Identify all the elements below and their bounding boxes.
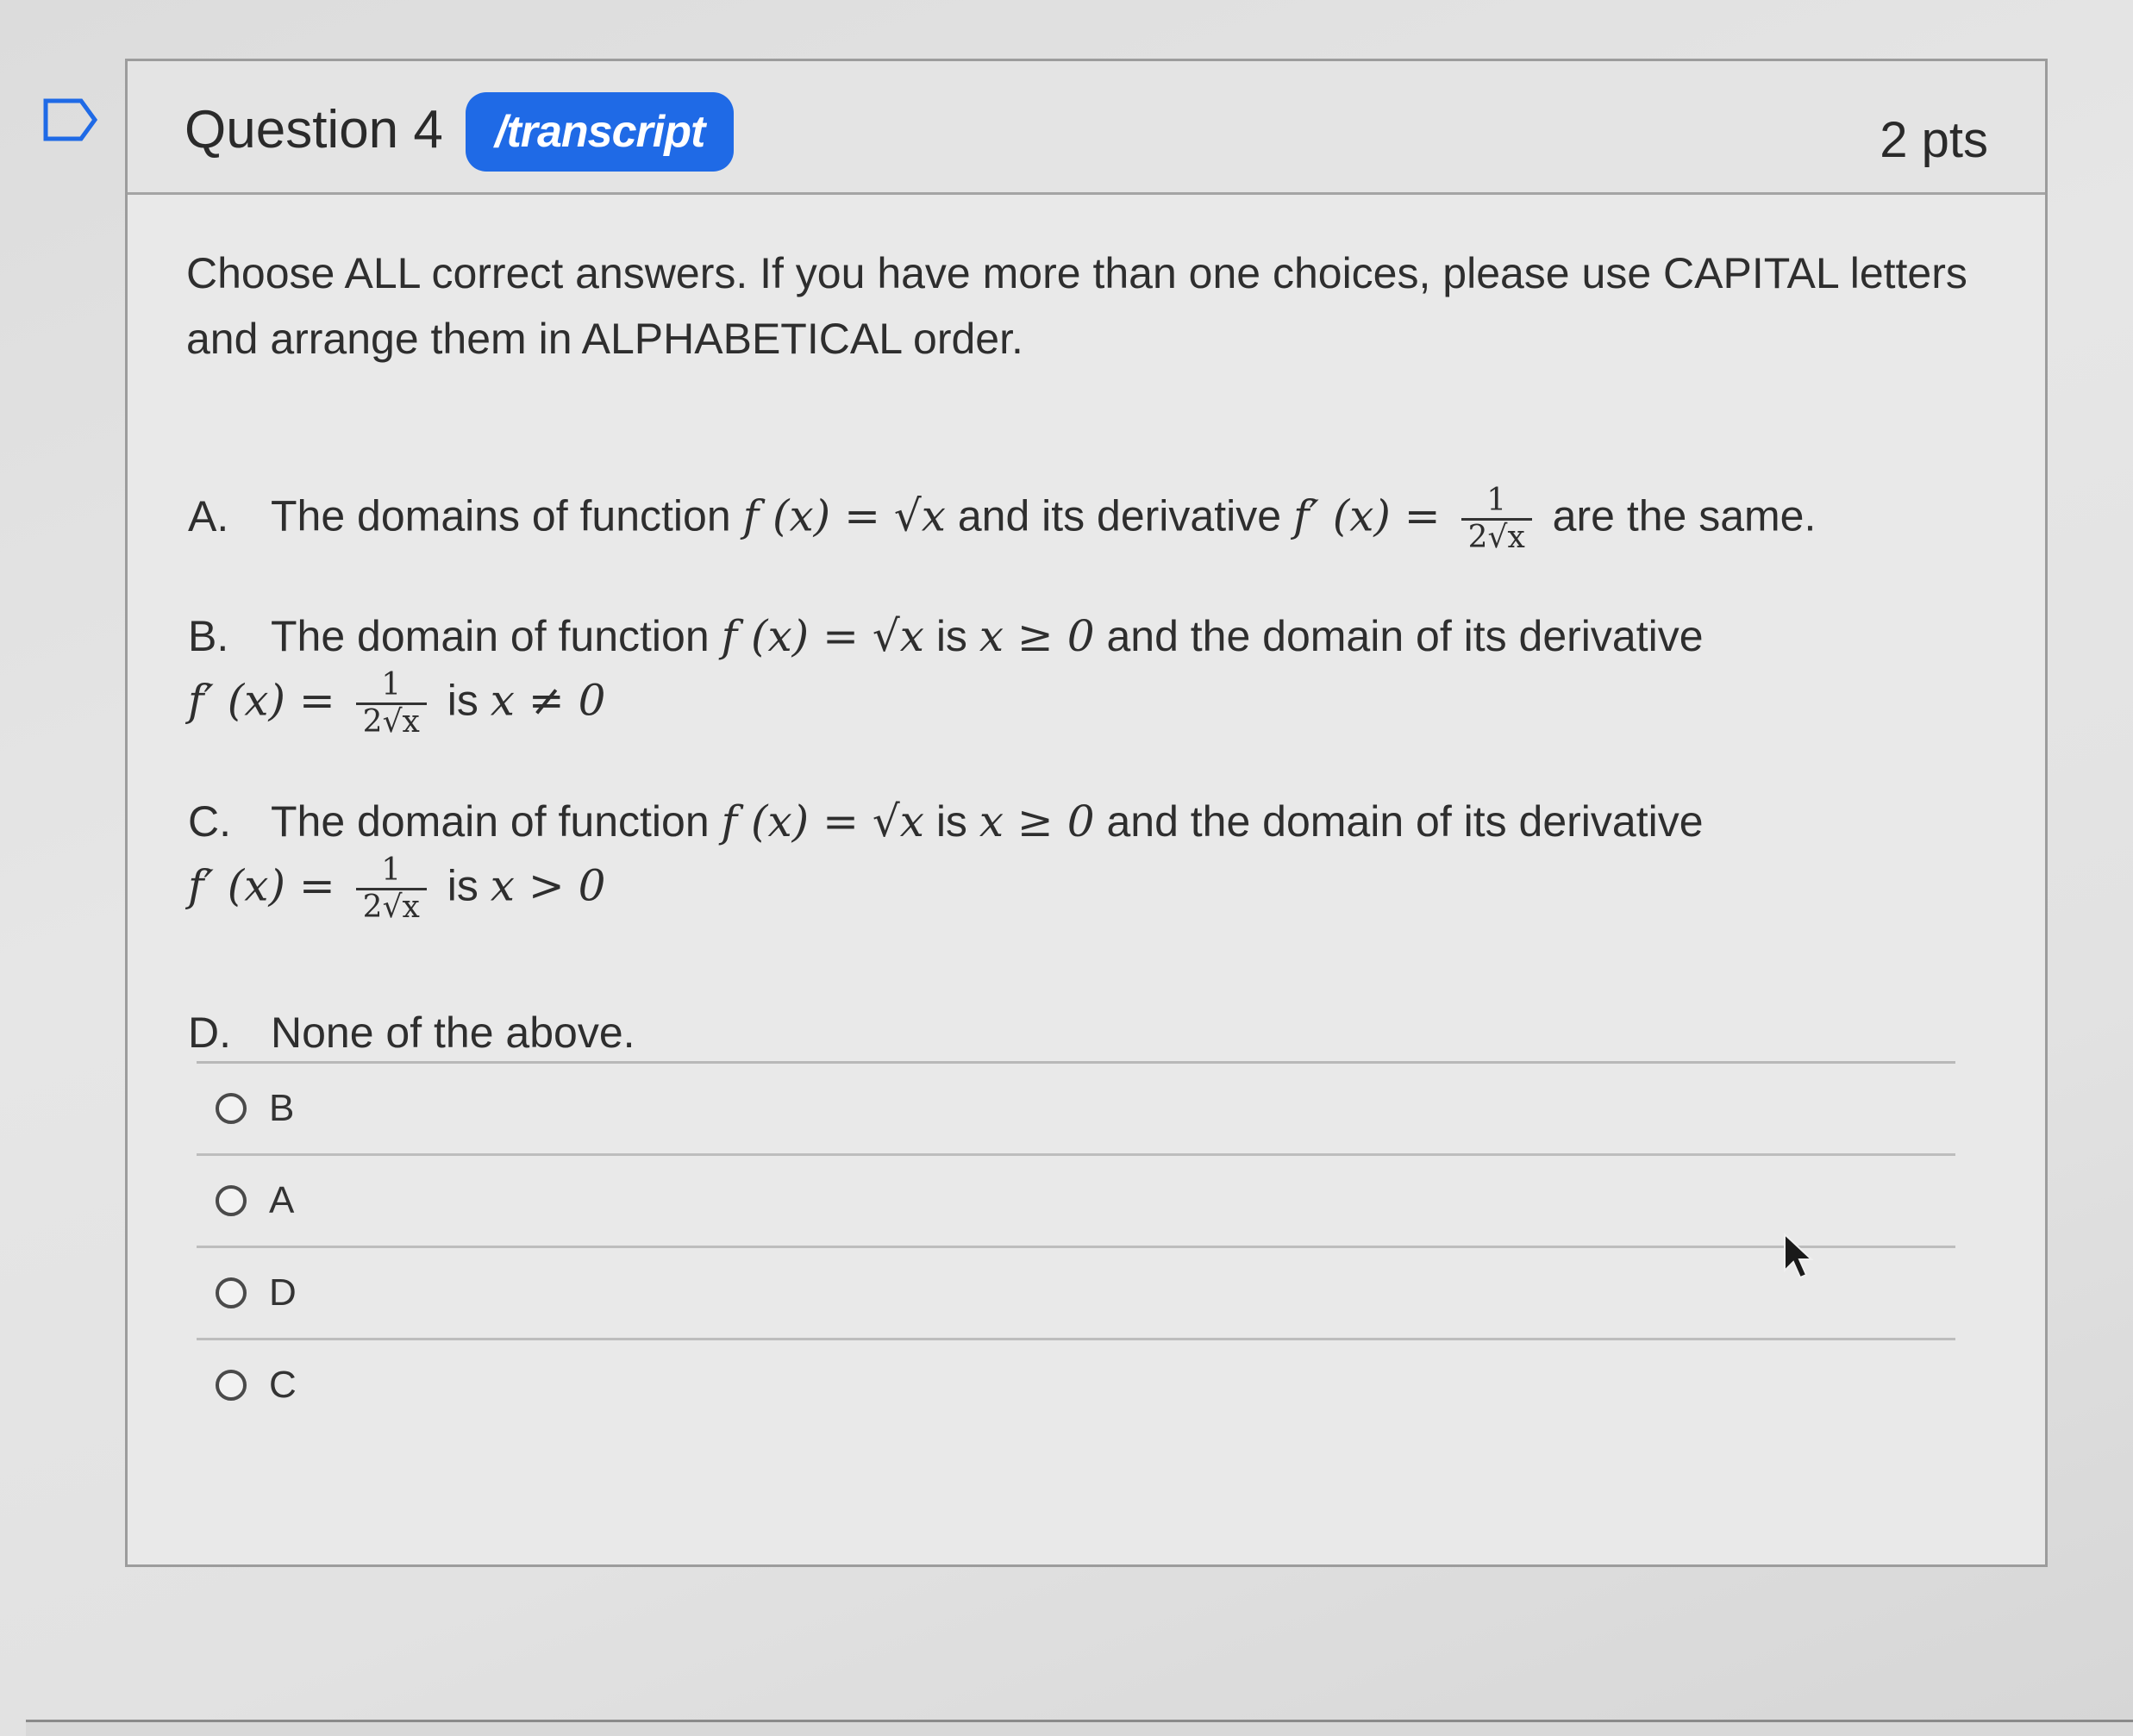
option-d: D. None of the above. bbox=[188, 1009, 635, 1057]
radio-button[interactable] bbox=[216, 1093, 247, 1124]
radio-button[interactable] bbox=[216, 1370, 247, 1401]
question-instructions: Choose ALL correct answers. If you have more than one choices, please use CAPITAL letters and arrange them in ALPHABETICAL order. bbox=[186, 249, 1967, 363]
answer-label: B bbox=[269, 1087, 295, 1129]
question-header bbox=[128, 61, 2045, 195]
option-b: B. The domain of function f (x) = √x is x ≥ 0 and the domain of its derivative f′ (x) = $\frac{1}{2√x}$ is x ≠ 0 bbox=[188, 611, 1704, 740]
radio-button[interactable] bbox=[216, 1277, 247, 1308]
mouse-cursor-icon bbox=[1781, 1233, 1816, 1281]
option-c: C. The domain of function f (x) = √x is x ≥ 0 and the domain of its derivative f′ (x) = $\frac{1}{2√x}$ is x > 0 bbox=[188, 796, 1704, 925]
answer-option-a[interactable] bbox=[197, 1156, 1955, 1248]
answer-label: D bbox=[269, 1271, 297, 1314]
answer-option-b[interactable] bbox=[197, 1064, 1955, 1156]
answer-label: A bbox=[269, 1179, 295, 1221]
answer-option-d[interactable] bbox=[197, 1248, 1955, 1340]
flag-icon[interactable] bbox=[43, 98, 98, 141]
transcript-badge[interactable]: /transcript bbox=[466, 92, 734, 172]
question-title: Question 4 bbox=[185, 100, 443, 159]
option-a: A. The domains of function f (x) = √x and its derivative f′ (x) = $\frac{1}{2√x}$ are the same. bbox=[188, 483, 1817, 555]
question-card bbox=[125, 59, 2048, 1567]
radio-button[interactable] bbox=[216, 1185, 247, 1216]
answer-list bbox=[197, 1061, 1955, 1430]
answer-label: C bbox=[269, 1364, 297, 1406]
question-points: 2 pts bbox=[1880, 112, 1988, 168]
answer-option-c[interactable] bbox=[197, 1340, 1955, 1430]
bottom-divider bbox=[26, 1720, 2133, 1736]
